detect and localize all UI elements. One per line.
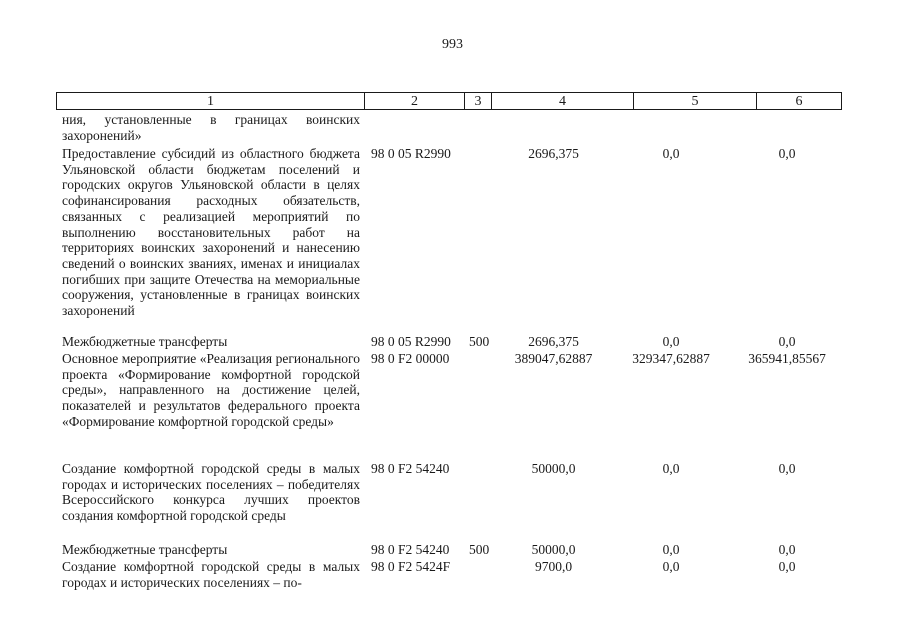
row-value-col5: 0,0: [662, 559, 680, 574]
table-row: [0, 112, 905, 146]
row-value-col4: 2696,375: [528, 334, 579, 349]
row-value-col6: 0,0: [778, 559, 796, 574]
row-description: Создание комфортной городской среды в малых городах и исторических поселениях – победителях Всероссийского конкурса лучших проектов создания комфортной городской среды: [62, 461, 360, 524]
row-value-col5: 0,0: [662, 461, 680, 476]
row-description: Создание комфортной городской среды в малых городах и исторических поселениях – по-: [62, 559, 360, 590]
row-expense-type: 500: [469, 542, 490, 557]
table-row: [0, 351, 905, 461]
header-cell-3: 3: [465, 93, 492, 109]
row-code: 98 0 F2 54240: [371, 542, 450, 557]
row-value-col6: 0,0: [778, 461, 796, 476]
row-code: 98 0 05 R2990: [371, 334, 451, 349]
row-expense-type: 500: [469, 334, 490, 349]
row-value-col6: 0,0: [778, 146, 796, 161]
table-body: [0, 112, 905, 593]
header-cell-5: 5: [634, 93, 757, 109]
row-value-col5: 0,0: [662, 542, 680, 557]
row-description: Межбюджетные трансферты: [62, 334, 228, 349]
page-number: 993: [442, 37, 463, 52]
table-row: [0, 559, 905, 593]
row-code: 98 0 F2 5424F: [371, 559, 451, 574]
row-description: Основное мероприятие «Реализация регионального проекта «Формирование комфортной городской среды», направленного на достижение целей, показателей и результатов федерального проекта «Формирование комфортной городской среды»: [62, 351, 360, 429]
row-value-col6: 0,0: [778, 334, 796, 349]
row-value-col4: 389047,62887: [514, 351, 593, 366]
header-cell-6: 6: [795, 94, 803, 109]
row-value-col6: 0,0: [778, 542, 796, 557]
row-value-col5: 0,0: [662, 146, 680, 161]
row-value-col4: 2696,375: [528, 146, 579, 161]
header-cell-1: 1: [57, 93, 365, 109]
header-cell-4: 4: [492, 93, 634, 109]
table-row: [0, 334, 905, 351]
row-value-col6: 365941,85567: [748, 351, 826, 366]
row-description: ния, установленные в границах воинских захоронений»: [62, 112, 360, 143]
header-cell-2: 2: [365, 93, 465, 109]
row-description: Предоставление субсидий из областного бюджета Ульяновской области бюджетам поселений и городских округов Ульяновской области в целях софинансирования расходных обязательств, связанных с реализацией мероприятий по выполнению восстановительных работ на территориях воинских захоронений и нанесению сведений о воинских званиях, именах и инициалах погибших при защите Отечества на мемориальные сооружения, установленные в границах воинских захоронений: [62, 146, 360, 319]
row-value-col4: 50000,0: [531, 461, 576, 476]
table-row: [0, 461, 905, 542]
table-header-row: [56, 92, 842, 110]
row-value-col4: 50000,0: [531, 542, 576, 557]
row-code: 98 0 F2 00000: [371, 351, 450, 366]
row-description: Межбюджетные трансферты: [62, 542, 228, 557]
table-row: [0, 146, 905, 334]
row-code: 98 0 F2 54240: [371, 461, 450, 476]
row-code: 98 0 05 R2990: [371, 146, 451, 161]
table-row: [0, 542, 905, 559]
row-value-col4: 9700,0: [534, 559, 573, 574]
row-value-col5: 329347,62887: [632, 351, 710, 366]
row-value-col5: 0,0: [662, 334, 680, 349]
